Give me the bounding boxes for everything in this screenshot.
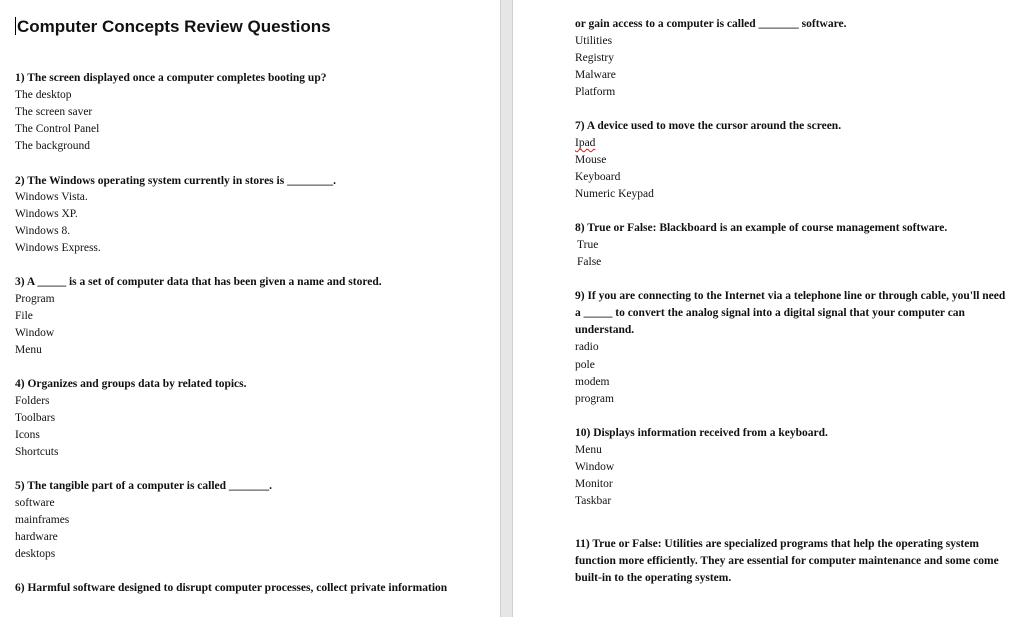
document-page-left (0, 0, 500, 617)
answer-option: Windows Vista. (15, 191, 88, 203)
answer-option: radio (575, 341, 599, 353)
question-5: 5) The tangible part of a computer is called _______. (15, 480, 273, 492)
answer-option: Utilities (575, 35, 613, 47)
question-4: 4) Organizes and groups data by related topics. (15, 378, 247, 390)
answer-option: Toolbars (15, 412, 56, 424)
answer-option: Window (15, 327, 55, 339)
answer-option: Keyboard (575, 171, 621, 183)
question-8: 8) True or False: Blackboard is an example of course management software. (575, 222, 948, 234)
answer-option: Window (575, 461, 615, 473)
answer-option: The desktop (15, 89, 72, 101)
page-title (15, 17, 331, 37)
answer-option: Registry (575, 52, 614, 64)
answer-option: Folders (15, 395, 50, 407)
question-9-line-1: 9) If you are connecting to the Internet via a telephone line or through cable, you'll need (575, 290, 1006, 302)
page-gutter (500, 0, 513, 617)
question-11-line-3: built-in to the operating system. (575, 572, 732, 584)
page-title-text: Computer Concepts Review Questions (17, 17, 331, 36)
question-6: 6) Harmful software designed to disrupt computer processes, collect private information (15, 582, 448, 594)
question-11-line-1: 11) True or False: Utilities are specialized programs that help the operating system (575, 538, 979, 550)
answer-option: Menu (15, 344, 42, 356)
answer-option: The Control Panel (15, 123, 100, 135)
answer-option: Icons (15, 429, 40, 441)
answer-option: Windows Express. (15, 242, 101, 254)
question-9-line-3: understand. (575, 324, 635, 336)
answer-option: program (575, 393, 614, 405)
question-6-continued: or gain access to a computer is called _______ software. (575, 18, 847, 30)
answer-option: modem (575, 376, 610, 388)
text-cursor (15, 17, 16, 35)
answer-option: Mouse (575, 154, 607, 166)
answer-option: Windows XP. (15, 208, 78, 220)
answer-option: desktops (15, 548, 56, 560)
answer-option: File (15, 310, 33, 322)
answer-option: Platform (575, 86, 616, 98)
answer-option: hardware (15, 531, 58, 543)
answer-option: Malware (575, 69, 616, 81)
question-7: 7) A device used to move the cursor around the screen. (575, 120, 842, 132)
answer-option: mainframes (15, 514, 70, 526)
answer-option: Monitor (575, 478, 613, 490)
question-2: 2) The Windows operating system currently in stores is ________. (15, 175, 336, 187)
answer-option-misspelled: Ipad (575, 137, 596, 149)
answer-option: pole (575, 359, 595, 371)
question-10: 10) Displays information received from a keyboard. (575, 427, 828, 439)
answer-option: Shortcuts (15, 446, 59, 458)
answer-option: The screen saver (15, 106, 93, 118)
answer-option: Taskbar (575, 495, 612, 507)
answer-option: Windows 8. (15, 225, 71, 237)
question-11-line-2: function more efficiently. They are essential for computer maintenance and some come (575, 555, 999, 567)
answer-option: True (577, 239, 599, 251)
answer-option: Program (15, 293, 55, 305)
question-3: 3) A _____ is a set of computer data that has been given a name and stored. (15, 276, 382, 288)
question-1: 1) The screen displayed once a computer completes booting up? (15, 72, 327, 84)
answer-option: Numeric Keypad (575, 188, 654, 200)
answer-option: False (577, 256, 602, 268)
question-9-line-2: a _____ to convert the analog signal into a digital signal that your computer can (575, 307, 965, 319)
answer-option: The background (15, 140, 91, 152)
document-page-right (513, 0, 1024, 617)
answer-option: Menu (575, 444, 602, 456)
answer-option: software (15, 497, 55, 509)
